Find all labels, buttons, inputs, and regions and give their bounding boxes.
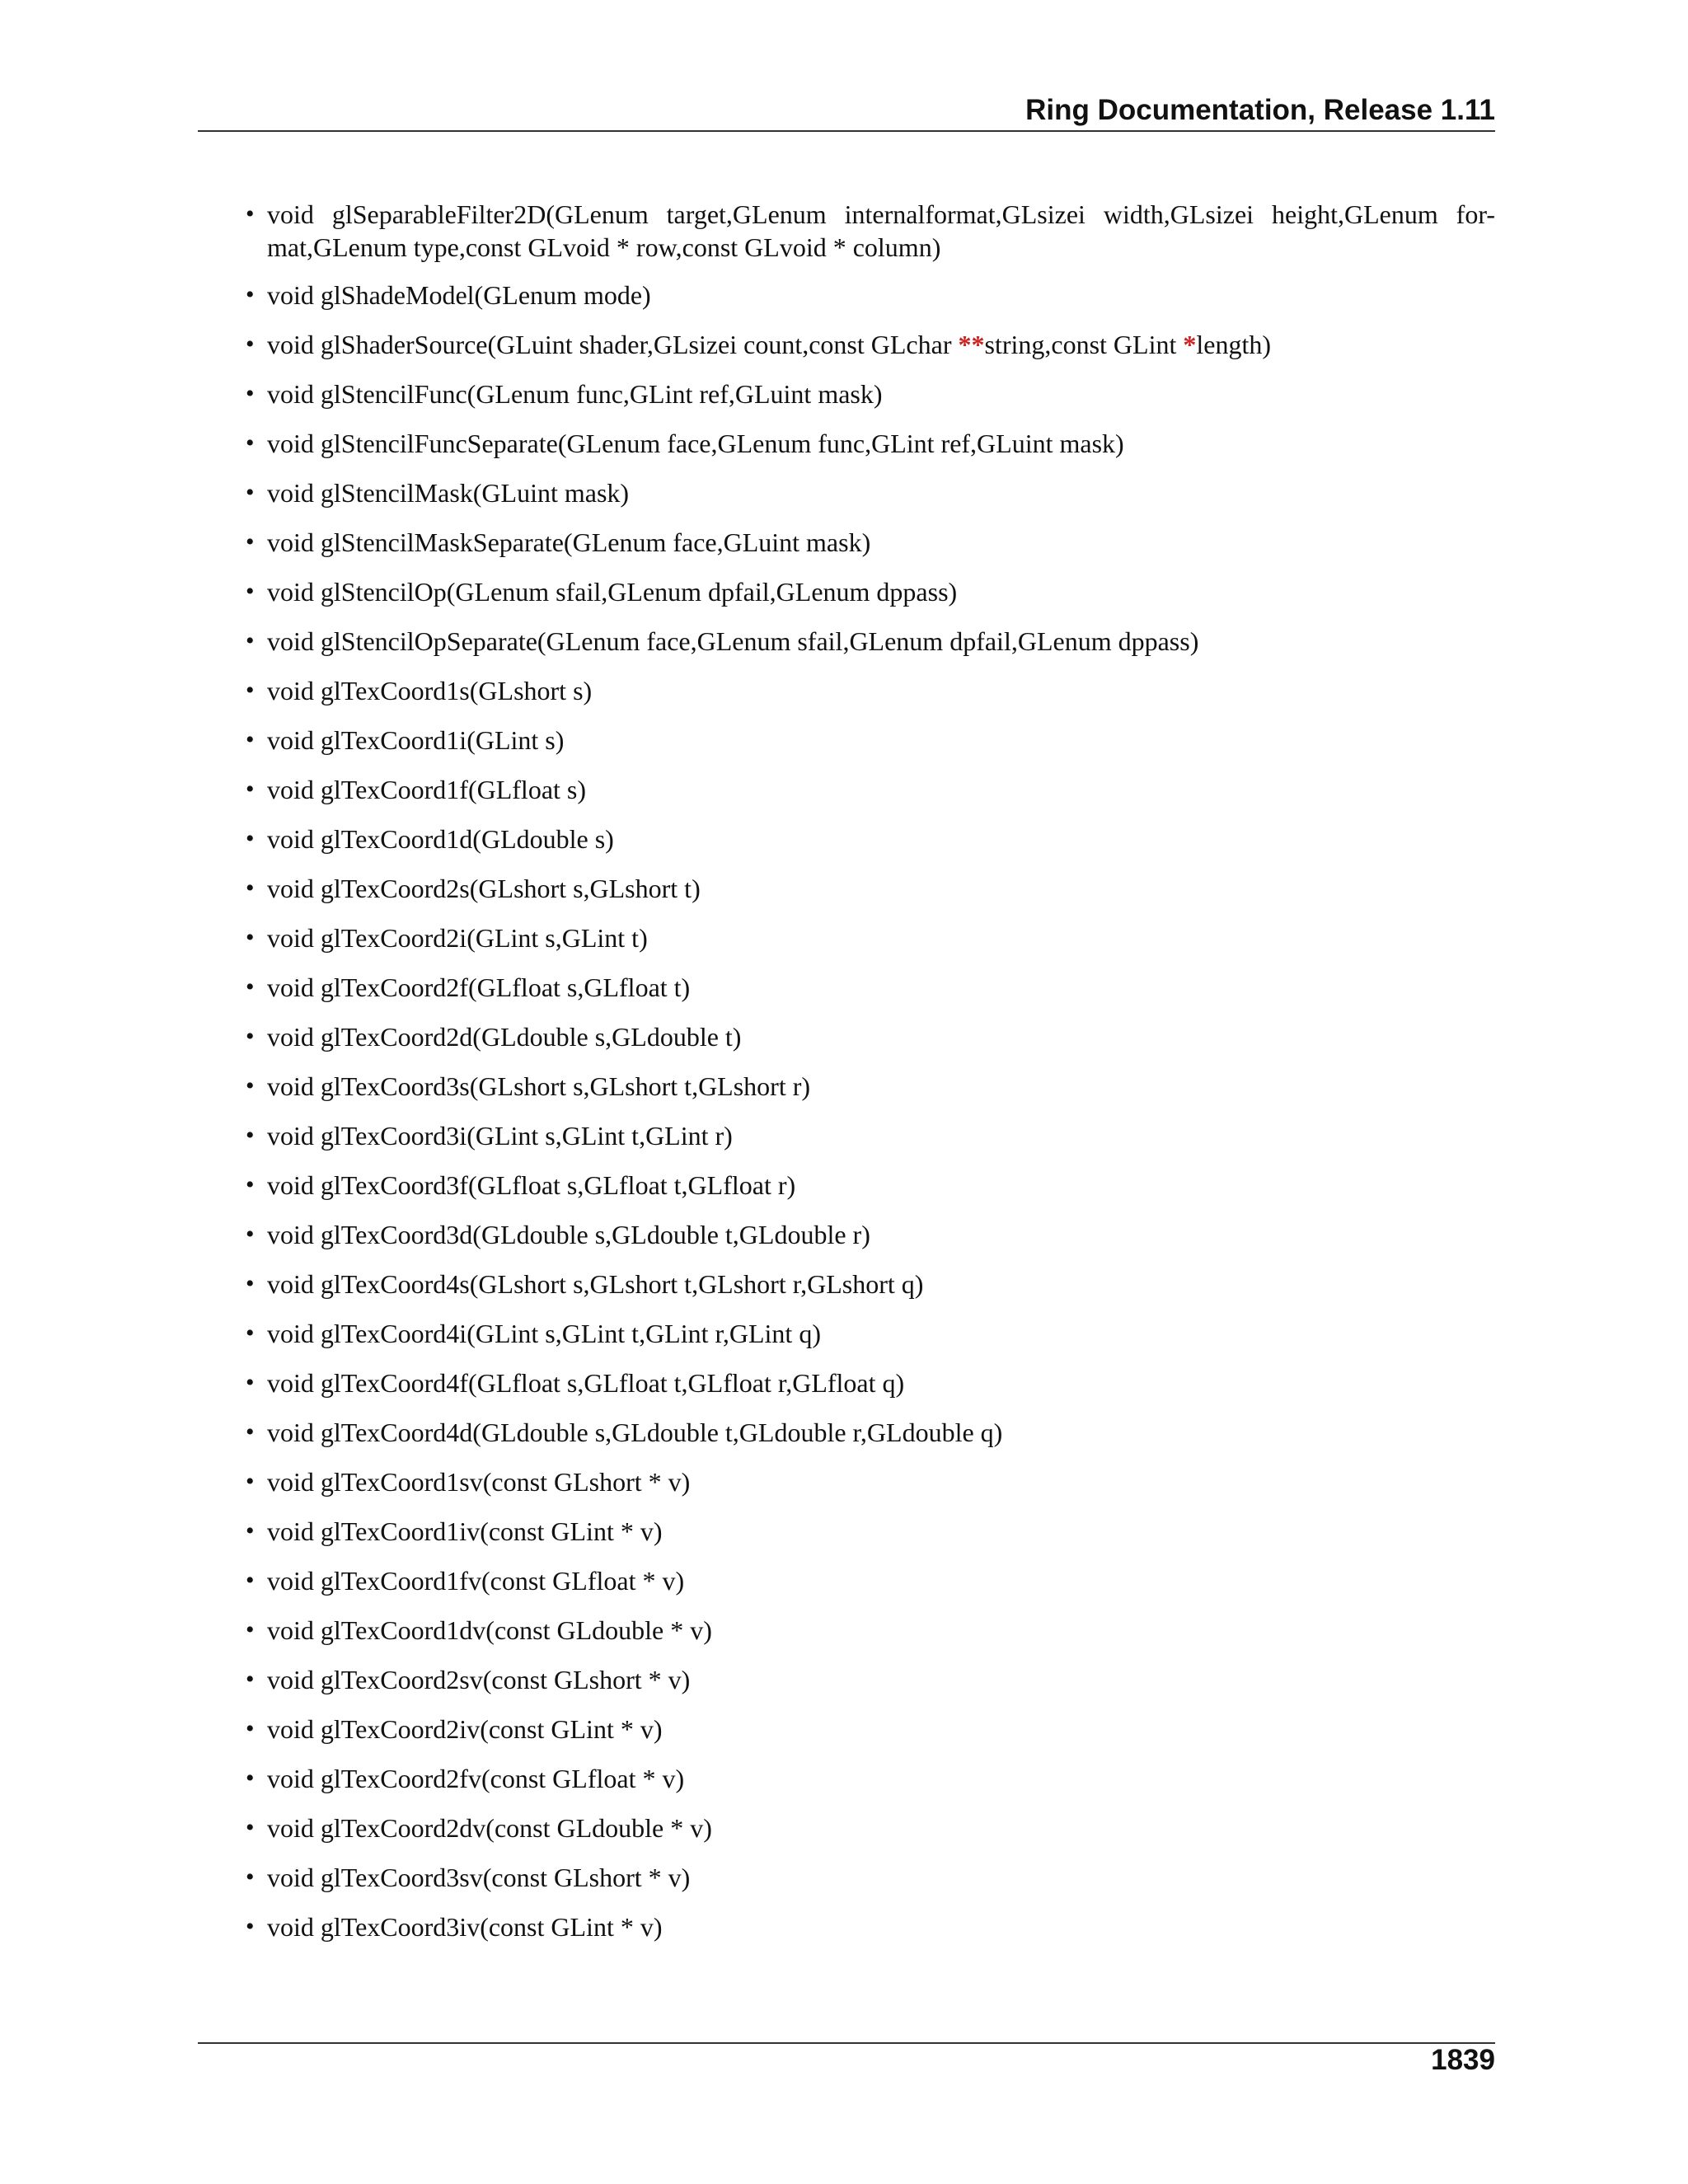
bullet-icon: • [246, 1072, 255, 1099]
list-item [198, 1614, 1495, 1647]
function-signature: void glSeparableFilter2D(GLenum target,GLenum internalformat,GLsizei width,GLsizei height,GLenum for-mat,GLenum type,const GLvoid * row,const GLvoid * column) [267, 199, 1495, 262]
header-rule [198, 130, 1495, 132]
function-signature: void glTexCoord2sv(const GLshort * v) [267, 1665, 691, 1694]
signature-part: length) [1196, 330, 1271, 359]
list-item [198, 526, 1495, 559]
footer-rule [198, 2042, 1495, 2044]
bullet-icon: • [246, 627, 255, 654]
list-item [198, 1070, 1495, 1103]
function-signature: void glStencilOp(GLenum sfail,GLenum dpfail,GLenum dppass) [267, 577, 958, 607]
function-signature: void glTexCoord1dv(const GLdouble * v) [267, 1615, 712, 1645]
running-title: Ring Documentation, Release 1.11 [1025, 94, 1495, 126]
bullet-icon: • [246, 1023, 255, 1050]
function-signature: void glTexCoord3i(GLint s,GLint t,GLint r) [267, 1121, 733, 1151]
bullet-icon: • [246, 874, 255, 902]
double-asterisk-mark: ** [958, 330, 985, 359]
bullet-icon: • [246, 1171, 255, 1198]
bullet-icon: • [246, 479, 255, 506]
bullet-icon: • [246, 281, 255, 308]
function-signature: void glTexCoord3d(GLdouble s,GLdouble t,GLdouble r) [267, 1220, 870, 1249]
page-number: 1839 [1431, 2044, 1495, 2076]
list-item [198, 1218, 1495, 1251]
signature-part: string,const GLint [984, 330, 1184, 359]
list-item [198, 575, 1495, 608]
function-signature: void glStencilFuncSeparate(GLenum face,GLenum func,GLint ref,GLuint mask) [267, 429, 1124, 458]
function-signature: void glTexCoord4s(GLshort s,GLshort t,GLshort r,GLshort q) [267, 1269, 924, 1299]
function-signature: void glTexCoord2d(GLdouble s,GLdouble t) [267, 1022, 742, 1052]
bullet-icon: • [246, 528, 255, 555]
bullet-icon: • [246, 1616, 255, 1643]
bullet-icon: • [246, 330, 255, 358]
asterisk-mark: * [1183, 330, 1197, 359]
function-signature: void glStencilMaskSeparate(GLenum face,GLuint mask) [267, 527, 871, 557]
list-item [198, 724, 1495, 757]
list-item [198, 1762, 1495, 1795]
list-item [198, 1564, 1495, 1597]
function-signature: void glStencilMask(GLuint mask) [267, 478, 630, 508]
function-signature: void glTexCoord4f(GLfloat s,GLfloat t,GLfloat r,GLfloat q) [267, 1368, 905, 1398]
bullet-icon: • [246, 1814, 255, 1841]
bullet-icon: • [246, 1418, 255, 1446]
list-item [198, 377, 1495, 410]
bullet-icon: • [246, 1122, 255, 1149]
function-signature: void glTexCoord3sv(const GLshort * v) [267, 1863, 691, 1892]
function-signature: void glTexCoord1f(GLfloat s) [267, 775, 587, 804]
list-item [198, 476, 1495, 509]
list-item [198, 198, 1495, 264]
list-item [198, 1317, 1495, 1350]
function-signature: void glTexCoord1d(GLdouble s) [267, 824, 614, 854]
bullet-icon: • [246, 1913, 255, 1940]
list-item [198, 1861, 1495, 1894]
function-signature: void glTexCoord3s(GLshort s,GLshort t,GLshort r) [267, 1071, 811, 1101]
bullet-icon: • [246, 1270, 255, 1297]
list-item [198, 971, 1495, 1004]
list-item [198, 1515, 1495, 1548]
list-item [198, 674, 1495, 707]
list-item [198, 1169, 1495, 1202]
list-item [198, 1366, 1495, 1399]
function-signature: void glTexCoord3f(GLfloat s,GLfloat t,GLfloat r) [267, 1170, 796, 1200]
list-item [198, 1416, 1495, 1449]
list-item [198, 1119, 1495, 1152]
list-item [198, 1713, 1495, 1746]
function-list [198, 198, 1495, 1943]
list-item [198, 1465, 1495, 1498]
bullet-icon: • [246, 1666, 255, 1693]
bullet-icon: • [246, 726, 255, 753]
bullet-icon: • [246, 776, 255, 803]
bullet-icon: • [246, 677, 255, 704]
function-signature: void glTexCoord2s(GLshort s,GLshort t) [267, 874, 701, 903]
bullet-icon: • [246, 1369, 255, 1396]
function-signature: void glTexCoord2f(GLfloat s,GLfloat t) [267, 972, 691, 1002]
function-signature: void glTexCoord1iv(const GLint * v) [267, 1516, 663, 1546]
function-signature: void glTexCoord4d(GLdouble s,GLdouble t,GLdouble r,GLdouble q) [267, 1418, 1003, 1447]
list-item [198, 328, 1495, 361]
function-signature: void glTexCoord1sv(const GLshort * v) [267, 1467, 691, 1497]
bullet-icon: • [246, 825, 255, 852]
bullet-icon: • [246, 1468, 255, 1495]
bullet-icon: • [246, 200, 255, 227]
list-item [198, 1811, 1495, 1844]
bullet-icon: • [246, 973, 255, 1001]
function-signature: void glTexCoord4i(GLint s,GLint t,GLint r,GLint q) [267, 1319, 821, 1348]
list-item [198, 1268, 1495, 1301]
function-signature: void glTexCoord1i(GLint s) [267, 725, 565, 755]
function-signature: void glTexCoord1fv(const GLfloat * v) [267, 1566, 685, 1596]
function-signature: void glTexCoord3iv(const GLint * v) [267, 1912, 663, 1942]
bullet-icon: • [246, 578, 255, 605]
list-item [198, 1020, 1495, 1053]
list-item [198, 773, 1495, 806]
bullet-icon: • [246, 1715, 255, 1742]
signature-part: void glShaderSource(GLuint shader,GLsizei count,const GLchar [267, 330, 959, 359]
bullet-icon: • [246, 1517, 255, 1544]
list-item [198, 872, 1495, 905]
function-signature [267, 330, 1271, 359]
function-signature: void glTexCoord2fv(const GLfloat * v) [267, 1764, 685, 1793]
list-item [198, 823, 1495, 855]
bullet-icon: • [246, 1863, 255, 1891]
function-signature: void glTexCoord2dv(const GLdouble * v) [267, 1813, 712, 1843]
page-content [198, 198, 1495, 1960]
page-header [198, 91, 1495, 132]
list-item [198, 427, 1495, 460]
list-item [198, 1910, 1495, 1943]
bullet-icon: • [246, 924, 255, 951]
bullet-icon: • [246, 380, 255, 407]
function-signature: void glTexCoord2i(GLint s,GLint t) [267, 923, 648, 953]
bullet-icon: • [246, 429, 255, 457]
list-item [198, 279, 1495, 312]
bullet-icon: • [246, 1765, 255, 1792]
list-item [198, 625, 1495, 658]
list-item [198, 921, 1495, 954]
bullet-icon: • [246, 1567, 255, 1594]
function-signature: void glStencilOpSeparate(GLenum face,GLenum sfail,GLenum dpfail,GLenum dppass) [267, 626, 1199, 656]
function-signature: void glTexCoord2iv(const GLint * v) [267, 1714, 663, 1744]
function-signature: void glStencilFunc(GLenum func,GLint ref,GLuint mask) [267, 379, 883, 409]
bullet-icon: • [246, 1319, 255, 1347]
bullet-icon: • [246, 1221, 255, 1248]
list-item [198, 1663, 1495, 1696]
function-signature: void glShadeModel(GLenum mode) [267, 280, 651, 310]
function-signature: void glTexCoord1s(GLshort s) [267, 676, 593, 705]
